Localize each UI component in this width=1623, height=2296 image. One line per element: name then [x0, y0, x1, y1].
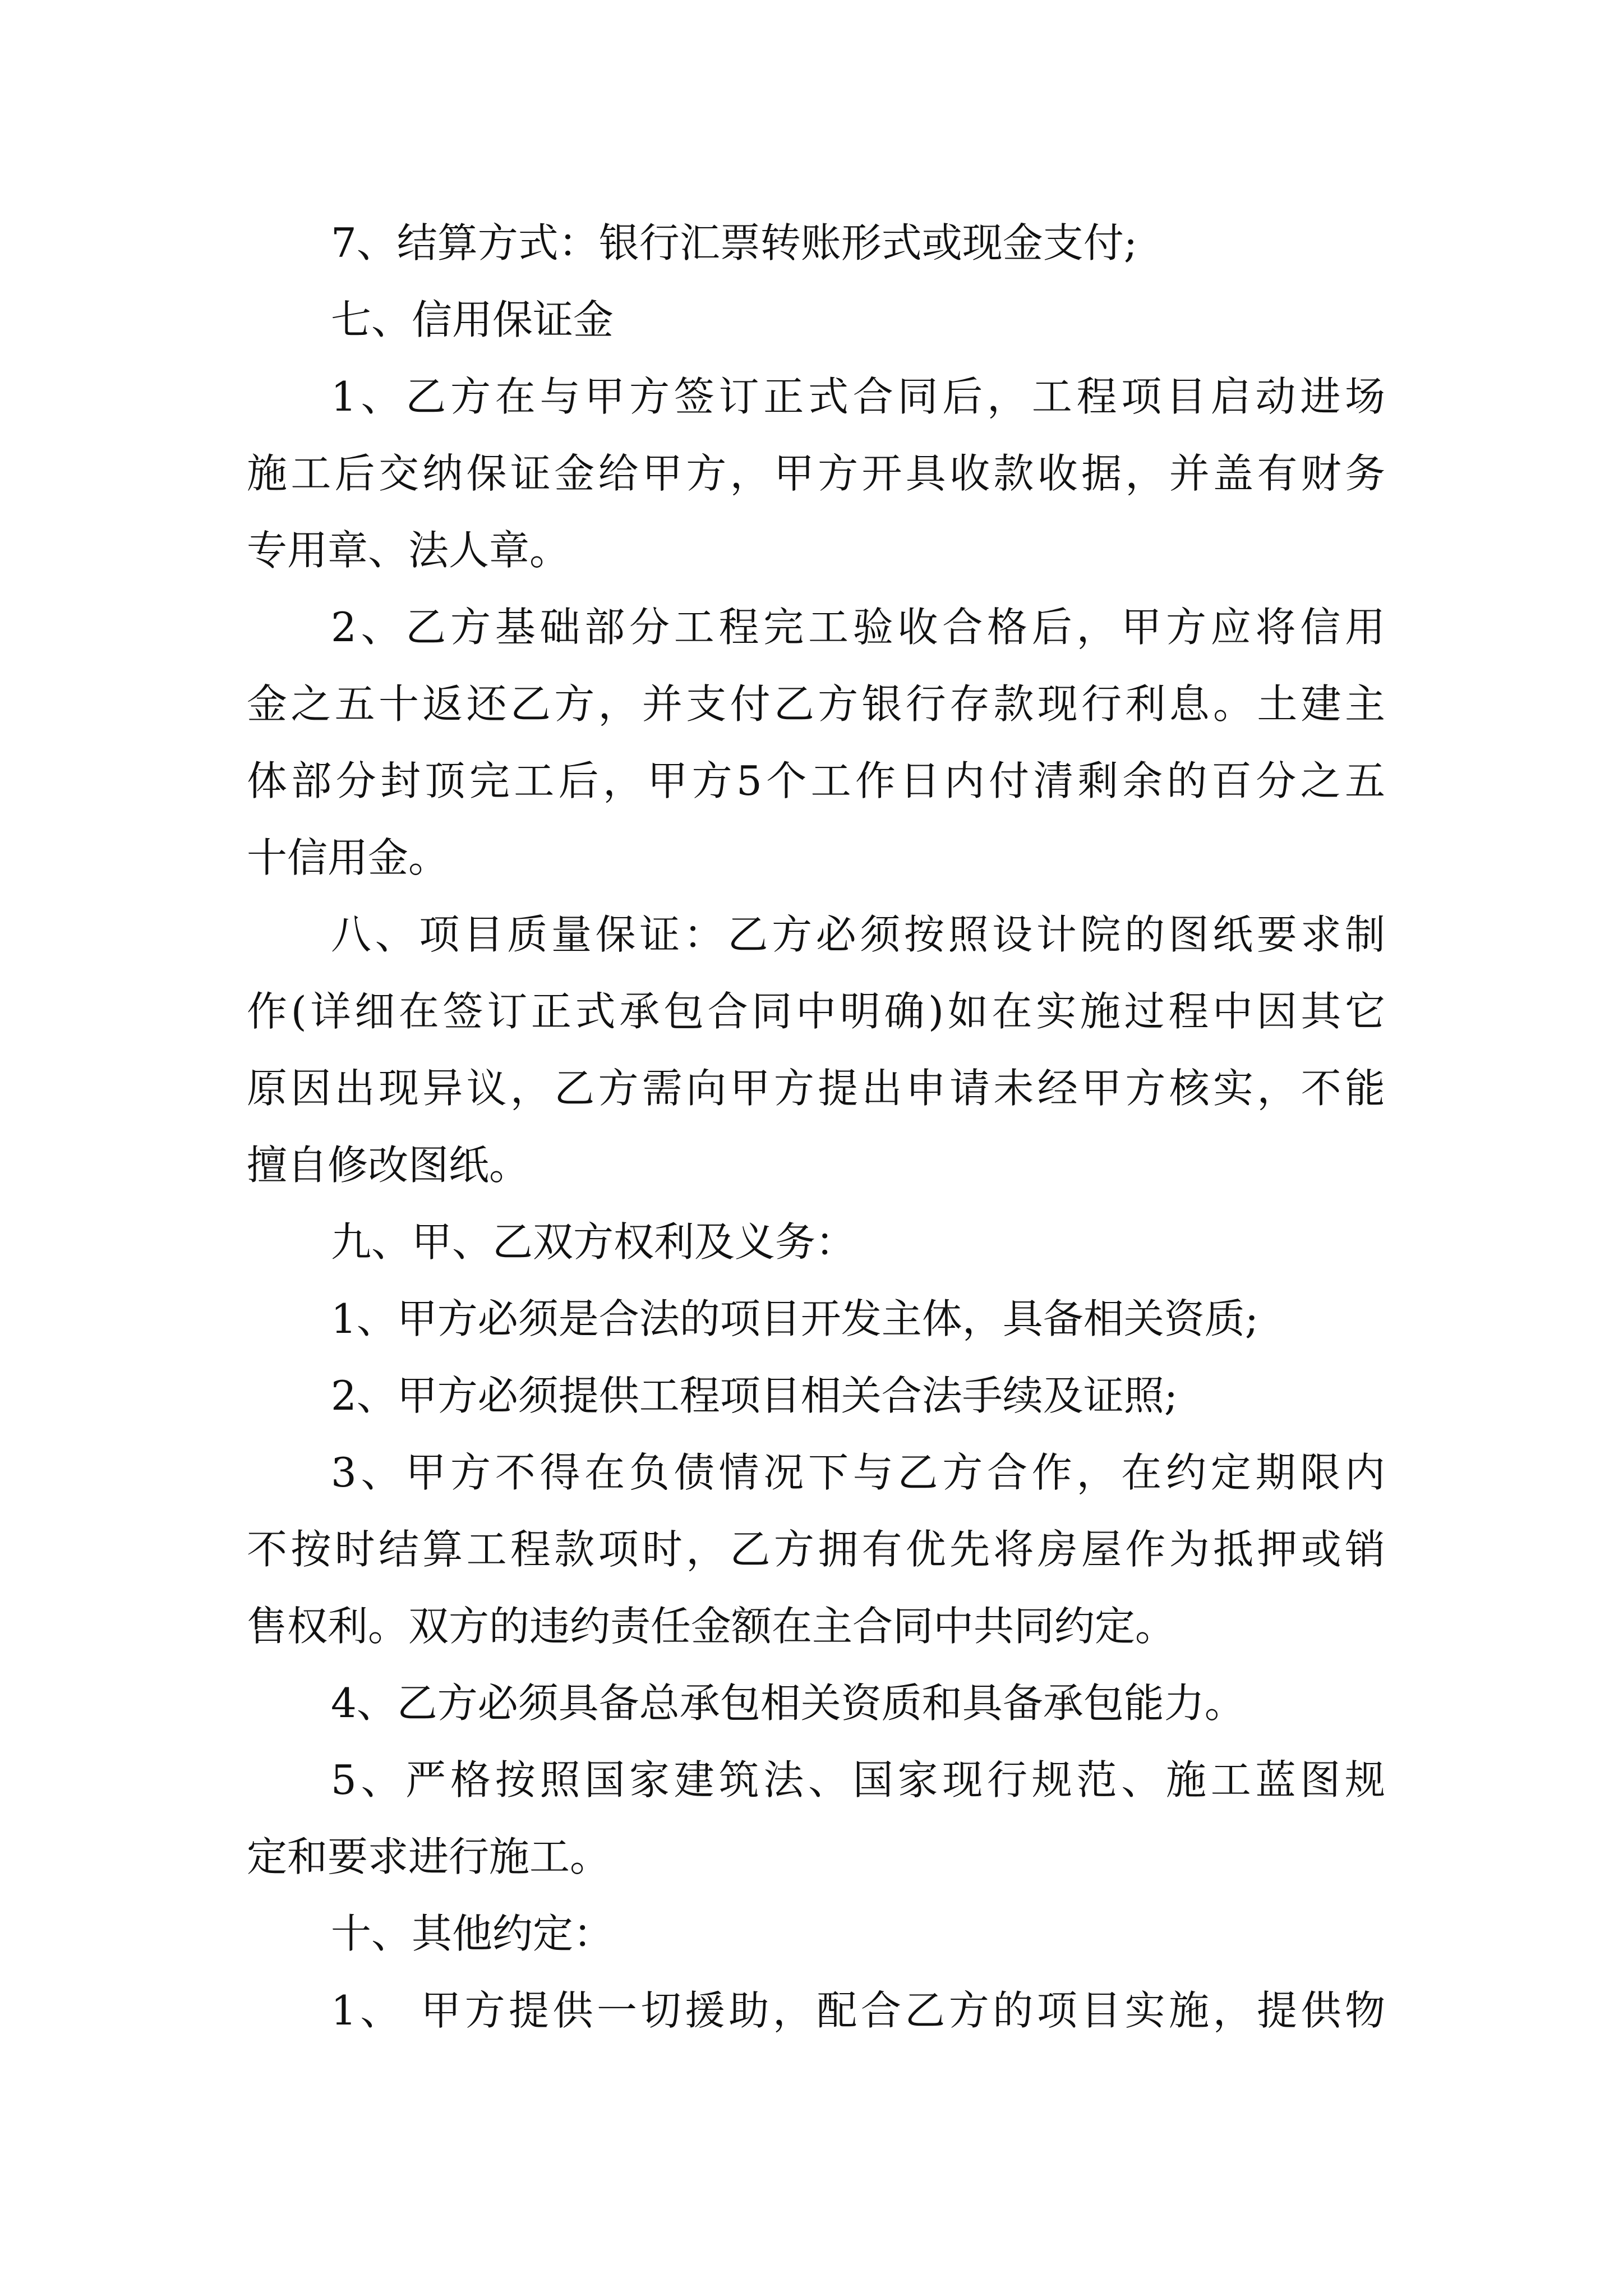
- line-17: 3、甲方不得在负债情况下与乙方合作，在约定期限内: [331, 1449, 1385, 1496]
- line-22: 定和要求进行施工。: [247, 1833, 611, 1880]
- line-14: 九、甲、乙双方权利及义务：: [331, 1218, 856, 1266]
- line-10: 八、项目质量保证：乙方必须按照设计院的图纸要求制: [331, 911, 1385, 958]
- line-13: 擅自修改图纸。: [247, 1142, 530, 1189]
- line-7: 金之五十返还乙方，并支付乙方银行存款现行利息。土建主: [247, 680, 1385, 728]
- line-20: 4、乙方必须具备总承包相关资质和具备承包能力。: [331, 1680, 1245, 1727]
- line-9: 十信用金。: [247, 834, 449, 881]
- line-11: 作(详细在签订正式承包合同中明确)如在实施过程中因其它: [247, 988, 1385, 1035]
- line-18: 不按时结算工程款项时，乙方拥有优先将房屋作为抵押或销: [247, 1526, 1385, 1573]
- line-2: 七、信用保证金: [331, 296, 614, 343]
- line-15: 1、甲方必须是合法的项目开发主体，具备相关资质;: [331, 1295, 1259, 1342]
- line-3: 1、乙方在与甲方签订正式合同后，工程项目启动进场: [331, 373, 1385, 420]
- line-19: 售权利。双方的违约责任金额在主合同中共同约定。: [247, 1603, 1176, 1650]
- line-16: 2、甲方必须提供工程项目相关合法手续及证照;: [331, 1372, 1178, 1419]
- line-1: 7、结算方式：银行汇票转账形式或现金支付;: [331, 219, 1138, 266]
- line-4: 施工后交纳保证金给甲方，甲方开具收款收据，并盖有财务: [247, 450, 1385, 497]
- line-12: 原因出现异议，乙方需向甲方提出申请未经甲方核实，不能: [247, 1065, 1385, 1112]
- line-6: 2、乙方基础部分工程完工验收合格后，甲方应将信用: [331, 604, 1385, 651]
- contract-text-body: [247, 205, 1385, 2049]
- line-24: 1、 甲方提供一切援助，配合乙方的项目实施，提供物: [331, 1987, 1385, 2034]
- line-8: 体部分封顶完工后，甲方5个工作日内付清剩余的百分之五: [247, 757, 1385, 804]
- line-21: 5、严格按照国家建筑法、国家现行规范、施工蓝图规: [331, 1756, 1385, 1803]
- line-23: 十、其他约定：: [331, 1910, 614, 1957]
- line-5: 专用章、法人章。: [247, 527, 570, 574]
